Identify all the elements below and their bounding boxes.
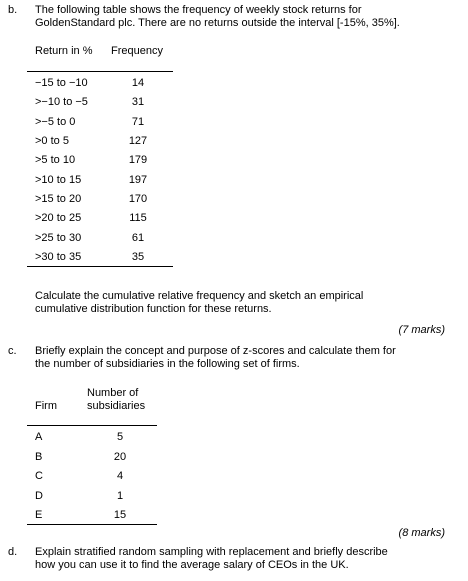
part-b-intro-line1: The following table shows the frequency of weekly stock returns for: [35, 4, 362, 16]
returns-range-cell: >25 to 30: [35, 232, 82, 244]
part-b-task-line2: cumulative distribution function for these returns.: [35, 303, 272, 315]
returns-range-cell: >15 to 20: [35, 193, 82, 205]
returns-range-cell: >−5 to 0: [35, 116, 76, 128]
part-c-intro-line2: the number of subsidiaries in the following set of firms.: [35, 358, 300, 370]
part-c-marks: (8 marks): [398, 527, 445, 539]
returns-frequency-cell: 170: [128, 193, 148, 205]
return-column-header: Return in %: [35, 45, 93, 57]
firm-name-cell: D: [35, 490, 43, 502]
returns-range-cell: −15 to −10: [35, 77, 88, 89]
returns-frequency-cell: 197: [128, 174, 148, 186]
subsidiaries-header-line2: subsidiaries: [87, 400, 146, 412]
returns-range-cell: >5 to 10: [35, 154, 76, 166]
firm-subsidiaries-cell: 15: [113, 509, 127, 521]
part-c-marker: c.: [8, 345, 17, 357]
returns-frequency-cell: 31: [131, 96, 145, 108]
returns-frequency-cell: 71: [131, 116, 145, 128]
firm-subsidiaries-cell: 1: [116, 490, 124, 502]
firm-name-cell: A: [35, 431, 43, 443]
part-d-marker: d.: [8, 546, 18, 558]
firm-subsidiaries-cell: 20: [113, 451, 127, 463]
returns-range-cell: >0 to 5: [35, 135, 69, 147]
returns-range-cell: >20 to 25: [35, 212, 82, 224]
part-b-task-line1: Calculate the cumulative relative frequency and sketch an empirical: [35, 290, 364, 302]
firm-subsidiaries-cell: 4: [116, 470, 124, 482]
firm-name-cell: E: [35, 509, 43, 521]
part-b-intro-line2: GoldenStandard plc. There are no returns outside the interval [-15%, 35%].: [35, 17, 400, 29]
firm-subsidiaries-cell: 5: [116, 431, 124, 443]
firm-name-cell: C: [35, 470, 43, 482]
firms-table-bottom-rule: [27, 524, 157, 525]
returns-frequency-cell: 115: [129, 212, 147, 224]
firm-name-cell: B: [35, 451, 43, 463]
part-b-marker: b.: [8, 4, 18, 16]
returns-range-cell: >10 to 15: [35, 174, 82, 186]
frequency-column-header: Frequency: [111, 45, 163, 57]
returns-frequency-cell: 14: [131, 77, 145, 89]
part-d-line1: Explain stratified random sampling with replacement and briefly describe: [35, 546, 388, 558]
returns-table-bottom-rule: [27, 266, 173, 267]
returns-frequency-cell: 35: [131, 251, 145, 263]
subsidiaries-header-line1: Number of: [87, 387, 139, 399]
returns-range-cell: >−10 to −5: [35, 96, 88, 108]
part-b-marks: (7 marks): [398, 324, 445, 336]
returns-table-top-rule: [27, 71, 173, 72]
part-c-intro-line1: Briefly explain the concept and purpose of z-scores and calculate them for: [35, 345, 396, 357]
part-d-line2: how you can use it to find the average salary of CEOs in the UK.: [35, 559, 349, 571]
returns-frequency-cell: 61: [131, 232, 145, 244]
returns-frequency-cell: 179: [128, 154, 148, 166]
firms-table-top-rule: [27, 425, 157, 426]
returns-range-cell: >30 to 35: [35, 251, 82, 263]
firm-column-header: Firm: [35, 400, 57, 412]
returns-frequency-cell: 127: [128, 135, 148, 147]
